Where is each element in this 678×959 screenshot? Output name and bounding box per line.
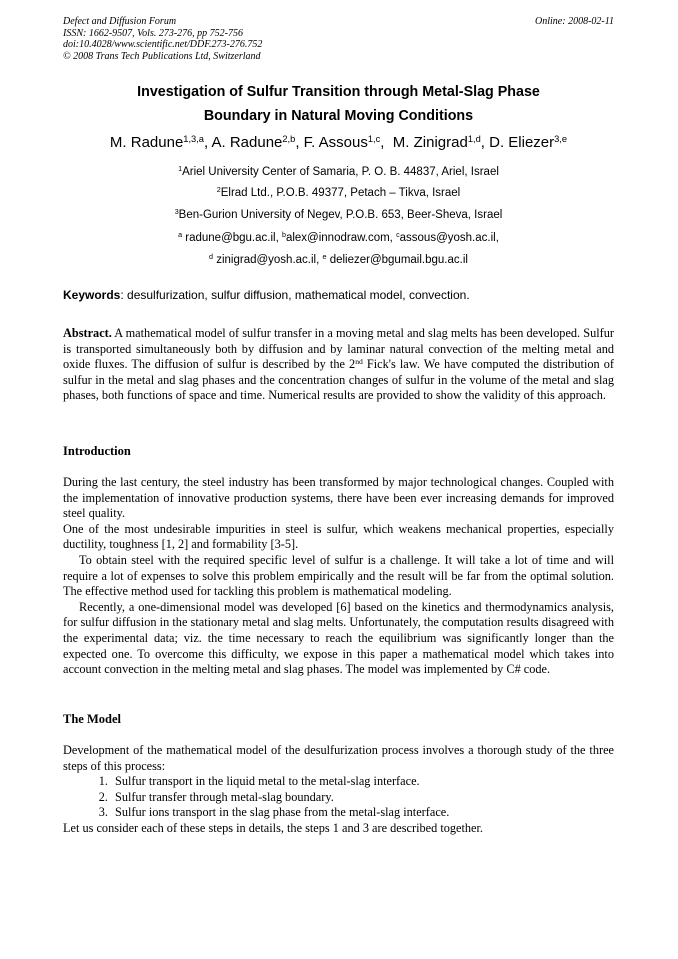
author: D. Eliezer$^{3,e}$ <box>489 134 568 151</box>
model-body <box>63 743 614 837</box>
keywords-label: Keywords <box>63 288 121 302</box>
email-line-1: $^a$ radune@bgu.ac.il, $^b$alex@innodraw.com, $^c$assous@yosh.ac.il, <box>178 231 499 244</box>
introduction-body <box>63 475 614 678</box>
email-b: alex@innodraw.com, <box>285 232 393 244</box>
email-e: deliezer@bgumail.bgu.ac.il <box>329 254 468 266</box>
affiliation-1: $^1$Ariel University Center of Samaria, P. O. B. 44837, Ariel, Israel <box>178 165 499 178</box>
section-heading-introduction: Introduction <box>63 444 131 458</box>
keywords-text: : desulfurization, sulfur diffusion, mathematical model, convection. <box>120 288 470 302</box>
copyright: © 2008 Trans Tech Publications Ltd, Switzerland <box>63 50 261 62</box>
author: A. Radune$^{2,b}$, <box>211 134 304 151</box>
keywords <box>63 288 614 303</box>
doi: doi:10.4028/www.scientific.net/DDF.273-276.752 <box>63 39 263 50</box>
author: M. Radune$^{1,3,a}$, <box>109 134 212 151</box>
online-date: Online: 2008-02-11 <box>535 16 614 27</box>
issn: ISSN: 1662-9507, Vols. 273-276, pp 752-756 <box>63 27 243 39</box>
journal-name: Defect and Diffusion Forum <box>63 16 177 27</box>
list-item: 3. Sulfur ions transport in the slag phase from the metal-slag interface. <box>111 805 614 821</box>
email-c: assous@yosh.ac.il, <box>399 232 499 244</box>
title-line-1: Investigation of Sulfur Transition through Metal-Slag Phase <box>137 84 540 100</box>
abstract: Abstract. A mathematical model of sulfur transfer in a moving metal and slag melts has been developed. Sulfur is transported simultaneously both by diffusion and by laminar natural convection of the melting metal and oxide fluxes. The diffusion of sulfur is described by the 2nd Fick's law. We have computed the distribution of sulfur in the metal and slag phases and the concentration changes of sulfur in the volume of the metal and slag phases, both functions of space and time. Numerical results are provided to show the validity of this approach. <box>63 326 614 403</box>
author: M. Zinigrad$^{1,d}$, <box>392 134 490 151</box>
affiliation-3: $^3$Ben-Gurion University of Negev, P.O.B. 653, Beer-Sheva, Israel <box>174 208 503 221</box>
list-item: 2. Sulfur transfer through metal-slag boundary. <box>111 790 614 806</box>
email-line-2: $^d$ zinigrad@yosh.ac.il, $^e$ deliezer@bgumail.bgu.ac.il <box>209 253 468 266</box>
paragraph: Let us consider each of these steps in details, the steps 1 and 3 are described together. <box>63 820 484 835</box>
paper-title <box>63 80 614 128</box>
steps-list <box>63 774 614 821</box>
email-a: radune@bgu.ac.il, <box>185 232 279 244</box>
affiliation-2: $^2$Elrad Ltd., P.O.B. 49377, Petach – Tikva, Israel <box>216 186 461 199</box>
abstract-label: Abstract. <box>63 326 112 340</box>
paragraph: To obtain steel with the required specific level of sulfur is a challenge. It will take a lot of time and will require a lot of expenses to solve this problem empirically and the result will be far from the optimal solution. The effective method used for tackling this problem is mathematical modeling. <box>63 552 614 599</box>
paragraph: During the last century, the steel industry has been transformed by major technological changes. Coupled with the implementation of innovative production systems, there have been ever increasing demands for improved steel quality. <box>63 475 614 521</box>
list-item: 1. Sulfur transport in the liquid metal to the metal-slag interface. <box>111 774 614 790</box>
email-d: zinigrad@yosh.ac.il, <box>216 254 320 266</box>
author-list <box>63 133 614 153</box>
title-line-2: Boundary in Natural Moving Conditions <box>203 108 474 124</box>
section-heading-model: The Model <box>63 712 121 726</box>
author: F. Assous$^{1,c}$, <box>303 134 393 151</box>
paragraph: Recently, a one-dimensional model was developed [6] based on the kinetics and thermodynamics analysis, for sulfur diffusion in the stationary metal and slag melts. Unfortunately, the computation results disagreed with the experimental data; viz. the time necessary to reach the equilibrium was significantly longer than the expected one. To overcome this difficulty, we expose in this paper a mathematical model which takes into account convection in the melting metal and slag phases. The model was implemented by C# code. <box>63 599 614 677</box>
paragraph: Development of the mathematical model of the desulfurization process involves a thorough study of the three steps of this process: <box>63 743 614 773</box>
paragraph: One of the most undesirable impurities in steel is sulfur, which weakens mechanical properties, especially ductility, toughness [1, 2] and formability [3-5]. <box>63 521 614 552</box>
journal-header <box>63 16 614 62</box>
